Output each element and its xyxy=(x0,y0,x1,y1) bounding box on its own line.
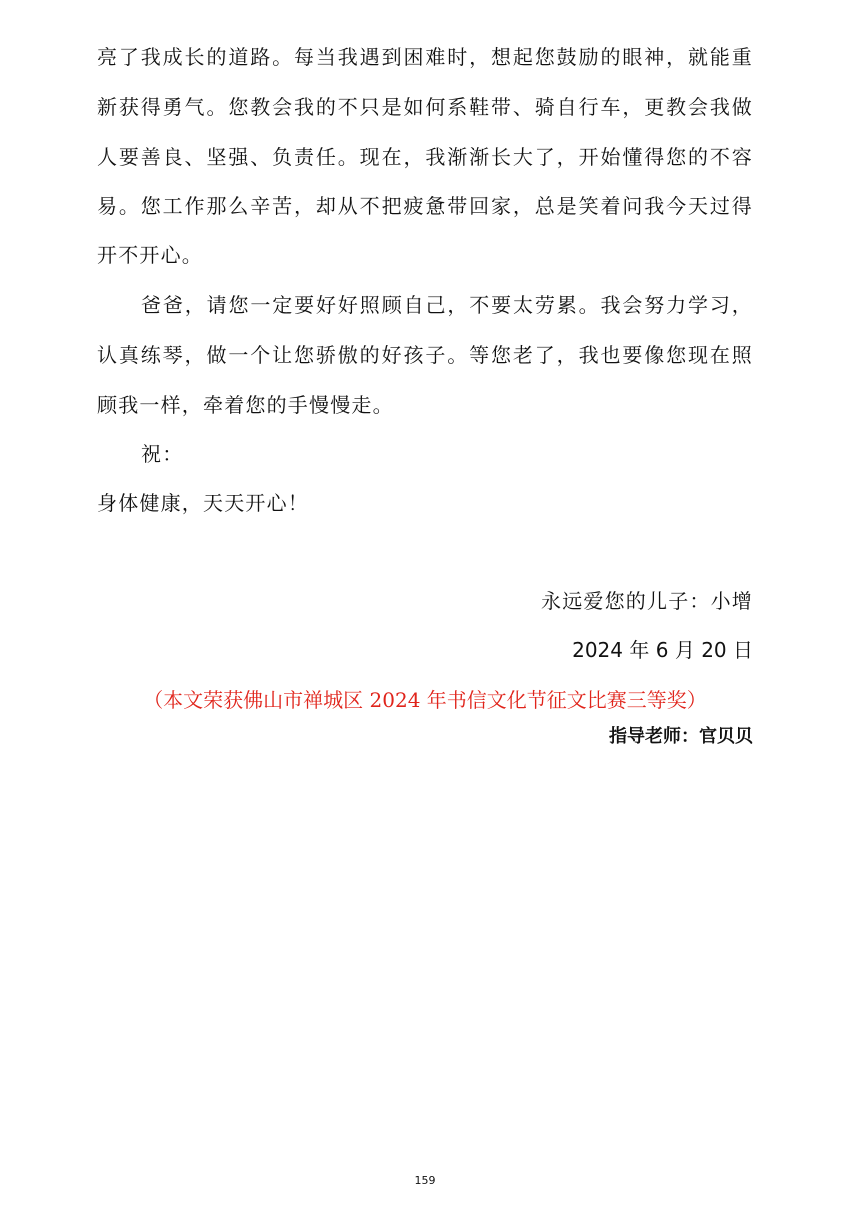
award-note: （本文荣获佛山市禅城区 2024 年书信文化节征文比赛三等奖） xyxy=(143,688,707,712)
page-number: 159 xyxy=(414,1174,436,1187)
body-line-5: 开不开心。 xyxy=(97,243,203,267)
date-day-unit: 日 xyxy=(733,638,753,662)
body-line-2: 新获得勇气。您教会我的不只是如何系鞋带、骑自行车，更教会我做 xyxy=(97,95,753,119)
date-year-unit: 年 xyxy=(629,638,650,662)
body-line-7: 认真练琴，做一个让您骄傲的好孩子。等您老了，我也要像您现在照 xyxy=(97,343,753,367)
date-month-unit: 月 xyxy=(674,638,695,662)
date-month: 6 xyxy=(655,638,669,662)
date-year: 2024 xyxy=(572,638,624,662)
closing-wish: 身体健康，天天开心！ xyxy=(97,491,309,515)
date-day: 20 xyxy=(701,638,727,662)
body-line-4: 易。您工作那么辛苦，却从不把疲惫带回家，总是笑着问我今天过得 xyxy=(97,194,753,218)
advisor-credit: 指导老师：官贝贝 xyxy=(609,726,753,747)
body-line-1: 亮了我成长的道路。每当我遇到困难时，想起您鼓励的眼神，就能重 xyxy=(97,45,753,69)
letter-date xyxy=(572,638,753,662)
closing-salutation: 祝： xyxy=(141,442,184,466)
signature: 永远爱您的儿子：小增 xyxy=(541,589,753,613)
body-line-3: 人要善良、坚强、负责任。现在，我渐渐长大了，开始懂得您的不容 xyxy=(97,145,753,169)
body-line-8: 顾我一样，牵着您的手慢慢走。 xyxy=(97,393,394,417)
body-line-6: 爸爸，请您一定要好好照顾自己，不要太劳累。我会努力学习， xyxy=(141,293,753,317)
